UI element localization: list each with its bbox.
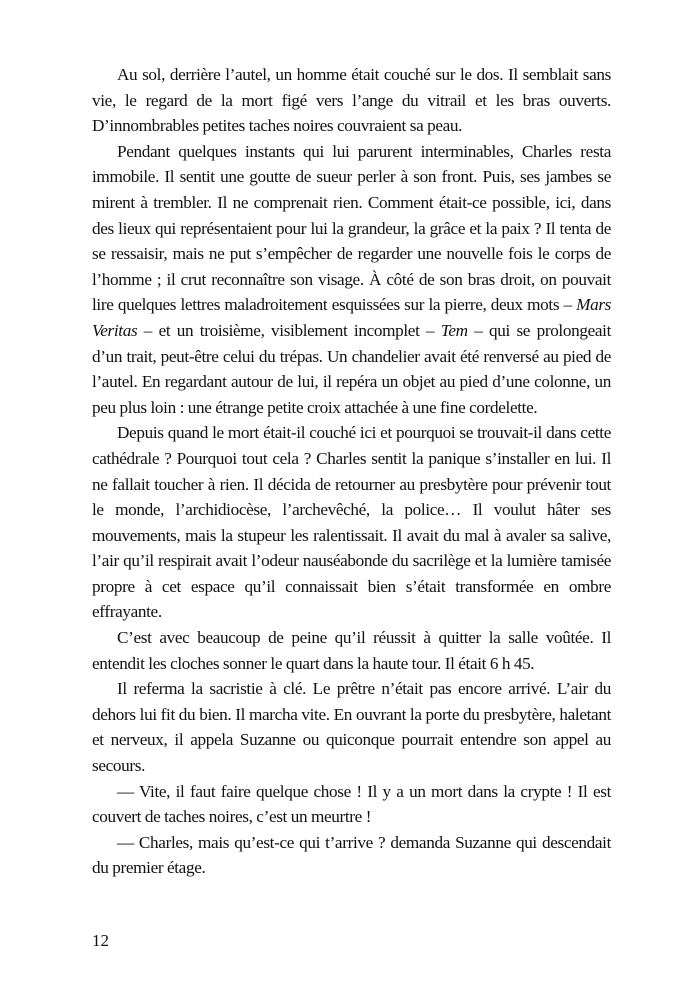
text-run: – qui se prolongeait d’un trait, peut-être celui du trépas. Un chandelier avait été renversé au pied de l’autel. En regardant autour de lui, il repéra un objet au pied d’une colonne, un peu plus loin : une étrange petite croix attachée à une fine cordelette.: [92, 320, 611, 417]
text-run: – et un troisième, visiblement incomplet –: [137, 320, 441, 340]
italic-text: Tem: [440, 320, 468, 340]
paragraph: [92, 420, 611, 625]
paragraph: [92, 62, 611, 139]
text-run: Depuis quand le mort était-il couché ici et pourquoi se trouvait-il dans cette cathédrale ? Pourquoi tout cela ? Charles sentit la panique s’installer en lui. Il ne fallait toucher à rien. Il décida de retourner au presbytère pour prévenir tout le monde, l’archidiocèse, l’archevêché, la police… Il voulut hâter ses mouvements, mais la stupeur les ralentissait. Il avait du mal à avaler sa salive, l’air qu’il respirait avait l’odeur nauséabonde du sacrilège et la lumière tamisée propre à cet espace qu’il connaissait bien s’était transformée en ombre effrayante.: [92, 423, 611, 622]
text-run: C’est avec beaucoup de peine qu’il réussit à quitter la salle voûtée. Il entendit les cloches sonner le quart dans la haute tour. Il était 6 h 45.: [92, 628, 611, 673]
paragraph: [92, 625, 611, 676]
paragraph: [92, 779, 611, 830]
text-run: Au sol, derrière l’autel, un homme était couché sur le dos. Il semblait sans vie, le regard de la mort figé vers l’ange du vitrail et les bras ouverts. D’innombrables petites taches noires couvraient sa peau.: [92, 65, 611, 136]
text-run: Il referma la sacristie à clé. Le prêtre n’était pas encore arrivé. L’air du dehors lui fit du bien. Il marcha vite. En ouvrant la porte du presbytère, haletant et nerveux, il appela Suzanne ou quiconque pourrait entendre son appel au secours.: [92, 679, 611, 776]
page-number: 12: [92, 931, 109, 950]
text-run: Pendant quelques instants qui lui parurent interminables, Charles resta immobile. Il sentit une goutte de sueur perler à son front. Puis, ses jambes se mirent à trembler. Il ne comprenait rien. Comment était-ce possible, ici, dans des lieux qui représentaient pour lui la grandeur, la grâce et la paix ? Il tenta de se ressaisir, mais ne put s’empêcher de regarder une nouvelle fois le corps de l’homme ; il crut reconnaître son visage. À côté de son bras droit, on pouvait lire quelques lettres maladroitement esquissées sur la pierre, deux mots –: [92, 141, 611, 315]
paragraph: [92, 830, 611, 881]
paragraph: [92, 676, 611, 778]
paragraph: [92, 139, 611, 421]
text-run: — Charles, mais qu’est-ce qui t’arrive ? demanda Suzanne qui descendait du premier étage.: [92, 832, 611, 878]
text-run: — Vite, il faut faire quelque chose ! Il y a un mort dans la crypte ! Il est couvert de taches noires, c’est un meurtre !: [92, 781, 611, 827]
italic-text: Mars Veritas: [92, 295, 611, 340]
page-body: [92, 62, 611, 881]
